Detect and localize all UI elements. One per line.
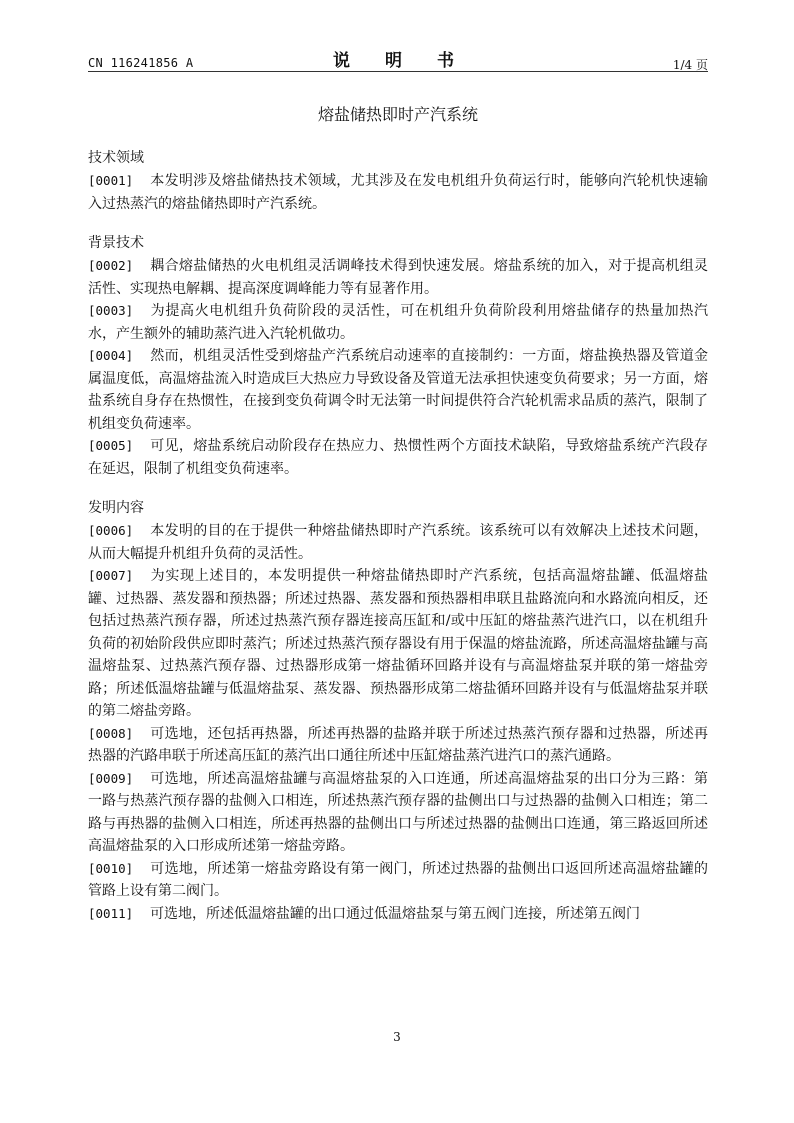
page-number: 3 bbox=[393, 1030, 401, 1044]
paragraph-text: 为提高火电机组升负荷阶段的灵活性，可在机组升负荷阶段利用熔盐储存的热量加热汽水，产生额外的辅助蒸汽进入汽轮机做功。 bbox=[88, 303, 708, 342]
paragraph bbox=[88, 903, 708, 926]
paragraph-text: 本发明的目的在于提供一种熔盐储热即时产汽系统。该系统可以有效解决上述技术问题，从而大幅提升机组升负荷的灵活性。 bbox=[88, 523, 708, 562]
paragraph bbox=[88, 565, 708, 723]
paragraph-text: 可选地，所述第一熔盐旁路设有第一阀门，所述过热器的盐侧出口返回所述高温熔盐罐的管路上设有第二阀门。 bbox=[88, 860, 708, 899]
paragraph-number: [0002] bbox=[88, 258, 134, 273]
page-header bbox=[88, 42, 708, 72]
paragraph-text: 可选地，所述低温熔盐罐的出口通过低温熔盐泵与第五阀门连接，所述第五阀门 bbox=[150, 905, 640, 922]
paragraph bbox=[88, 520, 708, 565]
paragraph bbox=[88, 170, 708, 215]
paragraph-number: [0011] bbox=[88, 905, 134, 921]
page-count: 1/4 页 bbox=[672, 58, 708, 72]
paragraph-text: 可选地，还包括再热器，所述再热器的盐路并联于所述过热蒸汽预存器和过热器，所述再热器的汽路串联于所述高压缸的蒸汽出口通往所述中压缸熔盐蒸汽进汽口的蒸汽通路。 bbox=[88, 725, 708, 764]
document-type-title: 说 明 书 bbox=[333, 51, 463, 71]
paragraph bbox=[88, 255, 708, 300]
paragraph-number: [0005] bbox=[88, 438, 134, 453]
paragraph bbox=[88, 768, 708, 858]
paragraph-number: [0004] bbox=[88, 348, 134, 363]
paragraph-text: 然而，机组灵活性受到熔盐产汽系统启动速率的直接制约：一方面，熔盐换热器及管道金属温度低，高温熔盐流入时造成巨大热应力导致设备及管道无法承担快速变负荷要求；另一方面，熔盐系统自身存在热惯性，在接到变负荷调令时无法第一时间提供符合汽轮机需求品质的蒸汽，限制了机组变负荷速率。 bbox=[88, 348, 708, 432]
paragraph bbox=[88, 345, 708, 435]
section-heading: 技术领域 bbox=[88, 150, 144, 166]
header-divider bbox=[88, 71, 708, 72]
paragraph-number: [0001] bbox=[88, 173, 134, 188]
section-technical-field bbox=[88, 146, 708, 215]
section-heading: 背景技术 bbox=[88, 235, 144, 251]
paragraph-text: 耦合熔盐储热的火电机组灵活调峰技术得到快速发展。熔盐系统的加入，对于提高机组灵活性、实现热电解耦、提高深度调峰能力等有显著作用。 bbox=[88, 258, 708, 297]
paragraph-number: [0006] bbox=[88, 523, 134, 538]
section-background bbox=[88, 231, 708, 480]
paragraph-number: [0007] bbox=[88, 568, 134, 583]
paragraph-number: [0010] bbox=[88, 860, 134, 876]
paragraph-text: 可见，熔盐系统启动阶段存在热应力、热惯性两个方面技术缺陷，导致熔盐系统产汽段存在延迟，限制了机组变负荷速率。 bbox=[88, 438, 708, 477]
document-body bbox=[88, 146, 708, 925]
paragraph bbox=[88, 435, 708, 480]
paragraph bbox=[88, 858, 708, 903]
paragraph-text: 为实现上述目的，本发明提供一种熔盐储热即时产汽系统，包括高温熔盐罐、低温熔盐罐、过热器、蒸发器和预热器；所述过热器、蒸发器和预热器相串联且盐路流向和水路流向相反，还包括过热蒸汽预存器，所述过热蒸汽预存器连接高压缸和/或中压缸的熔盐蒸汽进汽口，以在机组升负荷的初始阶段供应即时蒸汽；所述过热蒸汽预存器设有用于保温的熔盐流路，所述高温熔盐罐与高温熔盐泵、过热蒸汽预存器、过热器形成第一熔盐循环回路并设有与高温熔盐泵并联的第一熔盐旁路；所述低温熔盐罐与低温熔盐泵、蒸发器、预热器形成第二熔盐循环回路并设有与低温熔盐泵并联的第二熔盐旁路。 bbox=[88, 568, 708, 719]
section-heading: 发明内容 bbox=[88, 500, 144, 516]
paragraph bbox=[88, 300, 708, 345]
paragraph bbox=[88, 723, 708, 768]
document-title: 熔盐储热即时产汽系统 bbox=[317, 105, 478, 124]
publication-number: CN 116241856 A bbox=[88, 56, 194, 70]
section-summary bbox=[88, 496, 708, 925]
paragraph-text: 可选地，所述高温熔盐罐与高温熔盐泵的入口连通，所述高温熔盐泵的出口分为三路：第一路与热蒸汽预存器的盐侧入口相连，所述热蒸汽预存器的盐侧出口与过热器的盐侧入口相连；第二路与再热器的盐侧入口相连，所述再热器的盐侧出口与所述过热器的盐侧出口连通，第三路返回所述高温熔盐泵的入口形成所述第一熔盐旁路。 bbox=[88, 770, 708, 854]
paragraph-number: [0003] bbox=[88, 303, 134, 318]
paragraph-number: [0009] bbox=[88, 770, 134, 786]
paragraph-number: [0008] bbox=[88, 725, 134, 741]
paragraph-text: 本发明涉及熔盐储热技术领域，尤其涉及在发电机组升负荷运行时，能够向汽轮机快速输入过热蒸汽的熔盐储热即时产汽系统。 bbox=[88, 173, 708, 212]
